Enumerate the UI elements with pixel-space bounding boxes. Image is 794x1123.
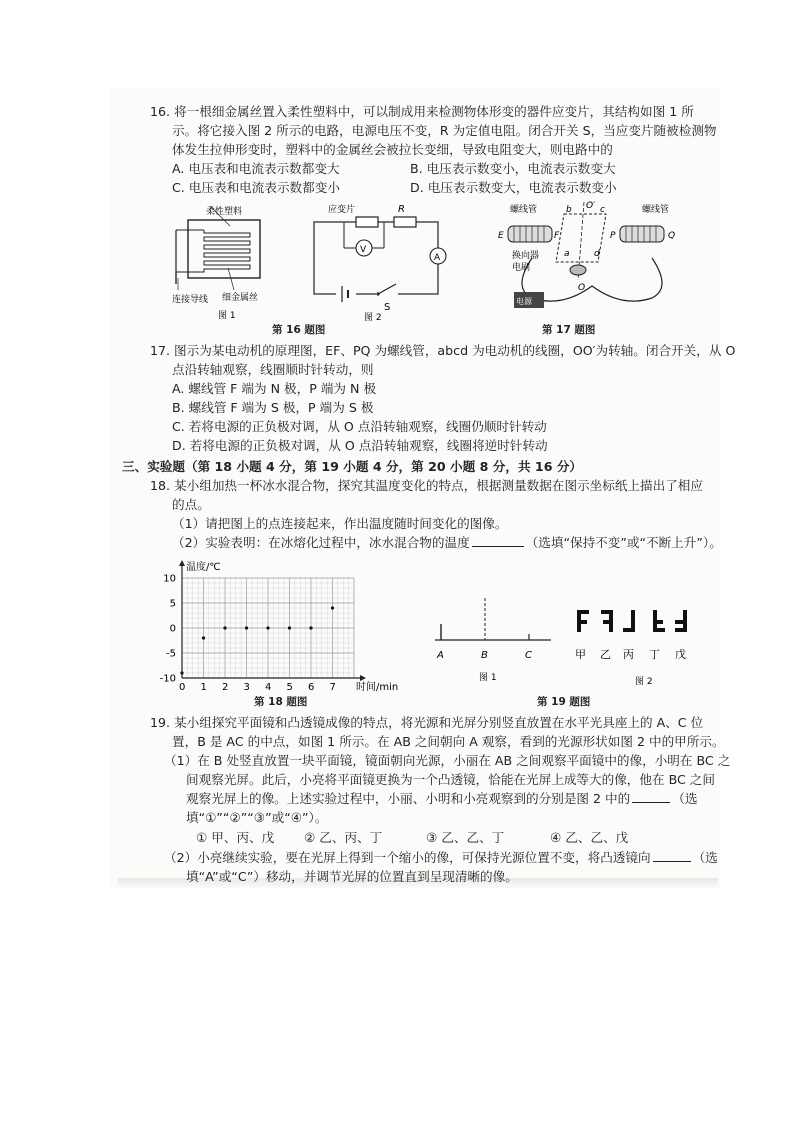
q16-line-3: 体发生拉伸形变时，塑料中的金属丝会被拉长变细，导致电阻变大，则电路中的 (172, 142, 613, 157)
q19-sub1-answer-blank[interactable] (632, 790, 670, 803)
label-a: a (564, 249, 570, 259)
x-tick-label: 5 (286, 682, 293, 693)
q19-caption: 第 19 题图 (537, 696, 591, 708)
x-tick-label: 3 (243, 682, 250, 693)
commutator-symbol (570, 265, 586, 275)
q16-line-2: 示。将它接入图 2 所示的电路，电源电压不变，R 为定值电阻。闭合开关 S，当应变片随被检测物 (172, 123, 717, 138)
q16-caption: 第 16 题图 (272, 324, 326, 336)
data-point (202, 636, 205, 639)
shape-label-yi: 乙 (600, 648, 611, 661)
x-tick-label: 4 (265, 682, 272, 693)
section-3-heading: 三、实验题（第 18 小题 4 分，第 19 小题 4 分，第 20 小题 8 分，共 16 分） (122, 459, 583, 474)
fig2-caption: 图 2 (635, 677, 653, 686)
q18-temperature-chart (160, 556, 410, 696)
q18-sub-2 (172, 534, 722, 552)
q16-figure-1 (170, 202, 280, 322)
fig1-caption: 图 1 (479, 673, 497, 682)
label-o: O (578, 283, 586, 293)
circuit-loop (314, 222, 438, 294)
q19-figure-1 (425, 592, 555, 682)
label-b: B (481, 650, 488, 661)
data-point (331, 606, 334, 609)
ammeter-label: A (434, 253, 441, 263)
x-tick-label: 0 (179, 682, 186, 693)
fig2-caption: 图 2 (364, 313, 382, 322)
q19-sub-2 (164, 849, 718, 867)
y-tick-label: -10 (160, 673, 176, 685)
x-axis-arrow (360, 675, 366, 681)
label-b: b (566, 205, 572, 215)
q16-option-d: D. 电压表示数变大，电流表示数变小 (410, 180, 617, 195)
label-f: F (554, 231, 560, 241)
q18-sub-1: （1）请把图上的点连接起来，作出温度随时间变化的图像。 (172, 516, 508, 531)
label-e: E (498, 231, 504, 241)
solenoid-pq (620, 226, 664, 242)
q16-option-a: A. 电压表和电流表示数都变大 (172, 161, 340, 176)
q17-option-c: C. 若将电源的正负极对调，从 O 点沿转轴观察，线圈仍顺时针转动 (172, 419, 547, 434)
data-point (266, 626, 269, 629)
q19-choice-3: ③ 乙、乙、丁 (426, 830, 505, 845)
y-tick-label: 10 (163, 573, 176, 585)
q19-line-4: 间观察光屏。此后，小亮将平面镜更换为一个凸透镜，恰能在光屏上成等大的像，他在 BC 之间 (186, 772, 715, 787)
label-p: P (610, 231, 616, 241)
shape-jia (577, 610, 589, 632)
q16-line-1: 16. 将一根细金属丝置入柔性塑料中，可以制成用来检测物体形变的器件应变片，其结构如图 1 所 (150, 104, 694, 119)
shape-label-bing: 丙 (623, 648, 634, 661)
data-point (180, 671, 183, 674)
q17-caption: 第 17 题图 (542, 324, 596, 336)
voltmeter-label: V (360, 245, 367, 255)
y-tick-label: 0 (169, 623, 176, 635)
x-tick-label: 7 (329, 682, 336, 693)
q19-line-3: （1）在 B 处竖直放置一块平面镜，镜面朝向光源，小丽在 AB 之间观察平面镜中的像，小明在 BC 之 (164, 753, 731, 768)
metal-wire (176, 230, 250, 272)
power-label: 电源 (516, 297, 532, 306)
shape-label-wu: 戊 (675, 648, 686, 661)
q16-figure-2 (300, 202, 450, 322)
x-tick-label: 1 (200, 682, 207, 693)
q18-sub-2-before: （2）实验表明：在冰熔化过程中，冰水混合物的温度 (172, 535, 470, 550)
resistor-r-symbol (394, 217, 416, 227)
solenoid-ef (508, 226, 552, 242)
commutator-label: 换向器 (512, 251, 540, 261)
q19-line-5-after: （选 (672, 791, 698, 806)
q18-line-2: 的点。 (172, 497, 210, 512)
q17-line-2: 点沿转轴观察，线圈顺时针转动，则 (172, 362, 374, 377)
resistor-r-label: R (398, 204, 405, 215)
q17-option-d: D. 若将电源的正负极对调，从 O 点沿转轴观察，线圈将逆时针转动 (172, 438, 548, 453)
q17-line-1: 17. 图示为某电动机的原理图，EF、PQ 为螺线管，abcd 为电动机的线圈，OO′为转轴。闭合开关，从 O (150, 343, 736, 358)
switch-s-label: S (384, 302, 391, 313)
y-axis-arrow (179, 560, 185, 566)
q19-line-6: 填“①”“②”“③”或“④”）。 (186, 810, 328, 825)
q19-sub-2-line-2: 填“A”或“C”）移动，并调节光屏的位置直到呈现清晰的像。 (186, 869, 518, 884)
shape-yi (601, 610, 613, 632)
shape-wu (675, 610, 687, 632)
shape-ding (653, 610, 665, 632)
x-tick-label: 6 (308, 682, 315, 693)
brush-label: 电刷 (512, 263, 531, 273)
q19-sub2-answer-blank[interactable] (653, 849, 691, 862)
q19-line-1: 19. 某小组探究平面镜和凸透镜成像的特点，将光源和光屏分别竖直放置在水平光具座上的 A、C 位 (150, 715, 704, 730)
label-c: c (600, 205, 605, 215)
label-d: d (594, 249, 600, 259)
y-tick-label: -5 (166, 648, 176, 660)
shape-label-ding: 丁 (649, 648, 660, 661)
label-o-prime: O′ (586, 201, 596, 211)
data-point (223, 626, 226, 629)
q18-answer-blank[interactable] (472, 534, 524, 547)
solenoid-left-label: 螺线管 (510, 205, 538, 215)
label-c: C (525, 650, 532, 661)
q19-choice-1: ① 甲、丙、戊 (196, 830, 275, 845)
x-tick-label: 2 (222, 682, 229, 693)
y-axis-label: 温度/℃ (186, 562, 221, 573)
label-q: Q (668, 231, 676, 241)
metal-wire-label: 细金属丝 (222, 293, 259, 303)
fig1-caption: 图 1 (218, 311, 236, 321)
strain-gauge-symbol (356, 217, 378, 227)
data-point (245, 626, 248, 629)
y-tick-label: 5 (169, 598, 176, 610)
q16-option-c: C. 电压表和电流表示数都变小 (172, 180, 340, 195)
q19-figure-2 (565, 596, 705, 686)
data-point (309, 626, 312, 629)
data-point (288, 626, 291, 629)
q19-line-2: 置，B 是 AC 的中点，如图 1 所示。在 AB 之间朝向 A 观察，看到的光源形状如图 2 中的甲所示。 (172, 734, 725, 749)
q17-figure (492, 198, 692, 328)
q19-choice-2: ② 乙、丙、丁 (304, 830, 383, 845)
x-axis-label: 时间/min (356, 682, 399, 693)
q17-option-a: A. 螺线管 F 端为 N 极，P 端为 N 极 (172, 381, 377, 396)
q19-line-5-text: 观察光屏上的像。上述实验过程中，小丽、小明和小亮观察到的分别是图 2 中的 (186, 791, 631, 806)
shape-bing (623, 610, 635, 632)
plastic-label: 柔性塑料 (206, 207, 243, 217)
q17-option-b: B. 螺线管 F 端为 S 极，P 端为 S 极 (172, 400, 374, 415)
q18-caption: 第 18 题图 (254, 696, 308, 708)
q19-choice-4: ④ 乙、乙、戊 (550, 830, 629, 845)
q19-sub-2-after: （选 (692, 850, 718, 865)
shape-label-jia: 甲 (575, 648, 586, 661)
q19-line-5 (186, 790, 697, 808)
q19-sub-2-before: （2）小亮继续实验，要在光屏上得到一个缩小的像，可保持光源位置不变，将凸透镜向 (164, 850, 651, 865)
label-a: A (437, 650, 444, 661)
lead-wire-label: 连接导线 (172, 295, 209, 305)
strain-gauge-label: 应变片 (328, 205, 356, 215)
q18-sub-2-after: （选填“保持不变”或“不断上升”）。 (525, 535, 722, 550)
q18-line-1: 18. 某小组加热一杯冰水混合物，探究其温度变化的特点，根据测量数据在图示坐标纸上描出了相应 (150, 478, 703, 493)
q16-option-b: B. 电压表示数变小，电流表示数变大 (410, 161, 616, 176)
solenoid-right-label: 螺线管 (642, 205, 670, 215)
